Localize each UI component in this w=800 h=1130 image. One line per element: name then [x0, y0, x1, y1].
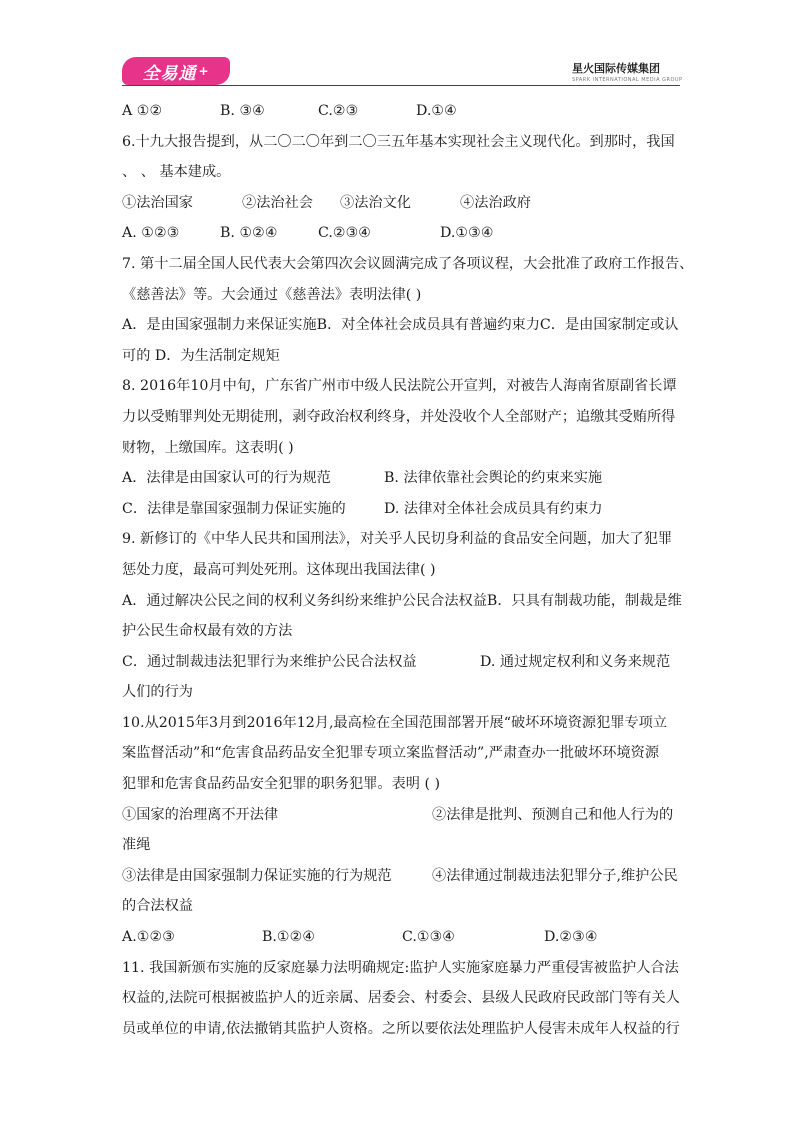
text-line [122, 830, 682, 861]
line-text: A．是由国家强制力来保证实施B．对全体社会成员具有普遍约束力C．是由国家制定或认 [122, 317, 679, 334]
line-text: 6.十九大报告提到，从二〇二〇年到二〇三五年基本实现社会主义现代化。到那时，我国 [122, 133, 675, 150]
text-line [122, 433, 682, 464]
line-text: 的合法权益 [122, 898, 193, 915]
option-text: A.①②③ [122, 929, 175, 946]
option-text: B. 法律依靠社会舆论的约束来实施 [384, 470, 603, 487]
option-text: D. 法律对全体社会成员具有约束力 [384, 500, 603, 517]
text-line [122, 524, 682, 555]
text-line [122, 371, 682, 402]
option-text: ④法律通过制裁违法犯罪分子,维护公民 [432, 867, 678, 884]
line-text: 11. 我国新颁布实施的反家庭暴力法明确规定:监护人实施家庭暴力严重侵害被监护人合法 [122, 959, 679, 976]
text-line [122, 402, 682, 433]
text-line [122, 891, 682, 922]
option-text: B. ③④ [220, 103, 265, 119]
line-text: 员或单位的申请,依法撤销其监护人资格。之所以要依法处理监护人侵害未成年人权益的行 [122, 1020, 680, 1037]
text-line [122, 953, 682, 984]
page-header [0, 0, 800, 92]
option-text: B.①②④ [262, 929, 316, 946]
option-text: C.②③ [318, 103, 359, 119]
header-rule [122, 85, 680, 86]
text-line [122, 249, 694, 280]
line-text: 犯罪和危害食品药品安全犯罪的职务犯罪。表明 ( ) [122, 776, 441, 793]
line-text: 8. 2016年10月中旬，广东省广州市中级人民法院公开宣判，对被告人海南省原副省长谭 [122, 378, 677, 395]
text-line [122, 983, 682, 1014]
text-line [122, 96, 682, 127]
option-text: D. 通过规定权利和义务来规范 [480, 653, 671, 670]
text-line [122, 188, 682, 219]
brand-subtitle: SPARK INTERNATIONAL MEDIA GROUP [572, 77, 683, 83]
logo-plus: + [198, 64, 210, 78]
option-text: B. ①②④ [220, 225, 278, 242]
text-line [122, 769, 682, 800]
line-text: A．通过解决公民之间的权利义务纠纷来维护公民合法权益B．只具有制裁功能，制裁是维 [122, 592, 682, 609]
option-text: C．通过制裁违法犯罪行为来维护公民合法权益 [122, 653, 417, 670]
line-text: 财物，上缴国库。这表明( ) [122, 439, 294, 456]
option-text: ①法治国家 [122, 194, 193, 211]
option-text: ②法治社会 [242, 194, 313, 211]
line-text: 7. 第十二届全国人民代表大会第四次会议圆满完成了各项议程，大会批准了政府工作报告、 [122, 255, 694, 272]
option-text: A ①② [122, 103, 163, 119]
option-text: ③法治文化 [340, 194, 411, 211]
text-line [122, 218, 682, 249]
text-line [122, 157, 682, 188]
option-text: ①国家的治理离不开法律 [122, 806, 279, 823]
option-text: D.①④ [416, 103, 457, 119]
option-text: A. ①②③ [122, 225, 180, 242]
text-line [122, 494, 682, 525]
line-text: 案监督活动”和“危害食品药品安全犯罪专项立案监督活动”,严肃查办一批破坏环境资源 [122, 745, 660, 762]
line-text: 惩处力度，最高可判处死刑。这体现出我国法律( ) [122, 561, 436, 578]
option-text: C.②③④ [318, 225, 372, 242]
text-line [122, 861, 682, 892]
option-text: D.②③④ [544, 929, 598, 946]
text-line [122, 555, 682, 586]
line-text: 可的 D．为生活制定规矩 [122, 347, 280, 364]
text-line [122, 677, 682, 708]
text-line [122, 922, 682, 953]
text-line [122, 708, 682, 739]
quanyitong-logo [122, 57, 230, 85]
option-text: ④法治政府 [460, 194, 531, 211]
option-text: C.①③④ [402, 929, 456, 946]
option-text: C．法律是靠国家强制力保证实施的 [122, 500, 346, 517]
text-line [122, 586, 682, 617]
line-text: 《慈善法》等。大会通过《慈善法》表明法律( ) [122, 286, 422, 303]
logo-text: 全易通 [142, 63, 197, 84]
brand-block [572, 60, 683, 83]
line-text: 力以受贿罪判处无期徒刑，剥夺政治权利终身，并处没收个人全部财产；追缴其受贿所得 [122, 408, 676, 425]
line-text: 9. 新修订的《中华人民共和国刑法》，对关乎人民切身利益的食品安全问题，加大了犯罪 [122, 531, 673, 548]
text-line [122, 127, 682, 158]
line-text: 10.从2015年3月到2016年12月,最高检在全国范围部署开展“破坏环境资源犯罪专项立 [122, 714, 668, 731]
text-line [122, 341, 682, 372]
line-text: 权益的,法院可根据被监护人的近亲属、居委会、村委会、县级人民政府民政部门等有关人 [122, 990, 680, 1007]
text-line [122, 310, 682, 341]
option-text: ③法律是由国家强制力保证实施的行为规范 [122, 867, 392, 884]
option-text: D.①③④ [440, 225, 494, 242]
option-text: A．法律是由国家认可的行为规范 [122, 470, 331, 487]
text-line [122, 463, 682, 494]
text-line [122, 647, 682, 678]
line-text: 、 、 基本建成。 [122, 164, 231, 181]
option-text: ②法律是批判、预测自己和他人行为的 [432, 806, 674, 823]
document-body [122, 96, 694, 1044]
text-line [122, 1014, 682, 1045]
line-text: 护公民生命权最有效的方法 [122, 623, 293, 640]
line-text: 准绳 [122, 837, 151, 854]
brand-name: 星火国际传媒集团 [572, 62, 660, 75]
text-line [122, 616, 682, 647]
text-line [122, 800, 682, 831]
line-text: 人们的行为 [122, 684, 193, 701]
text-line [122, 738, 682, 769]
text-line [122, 280, 682, 311]
